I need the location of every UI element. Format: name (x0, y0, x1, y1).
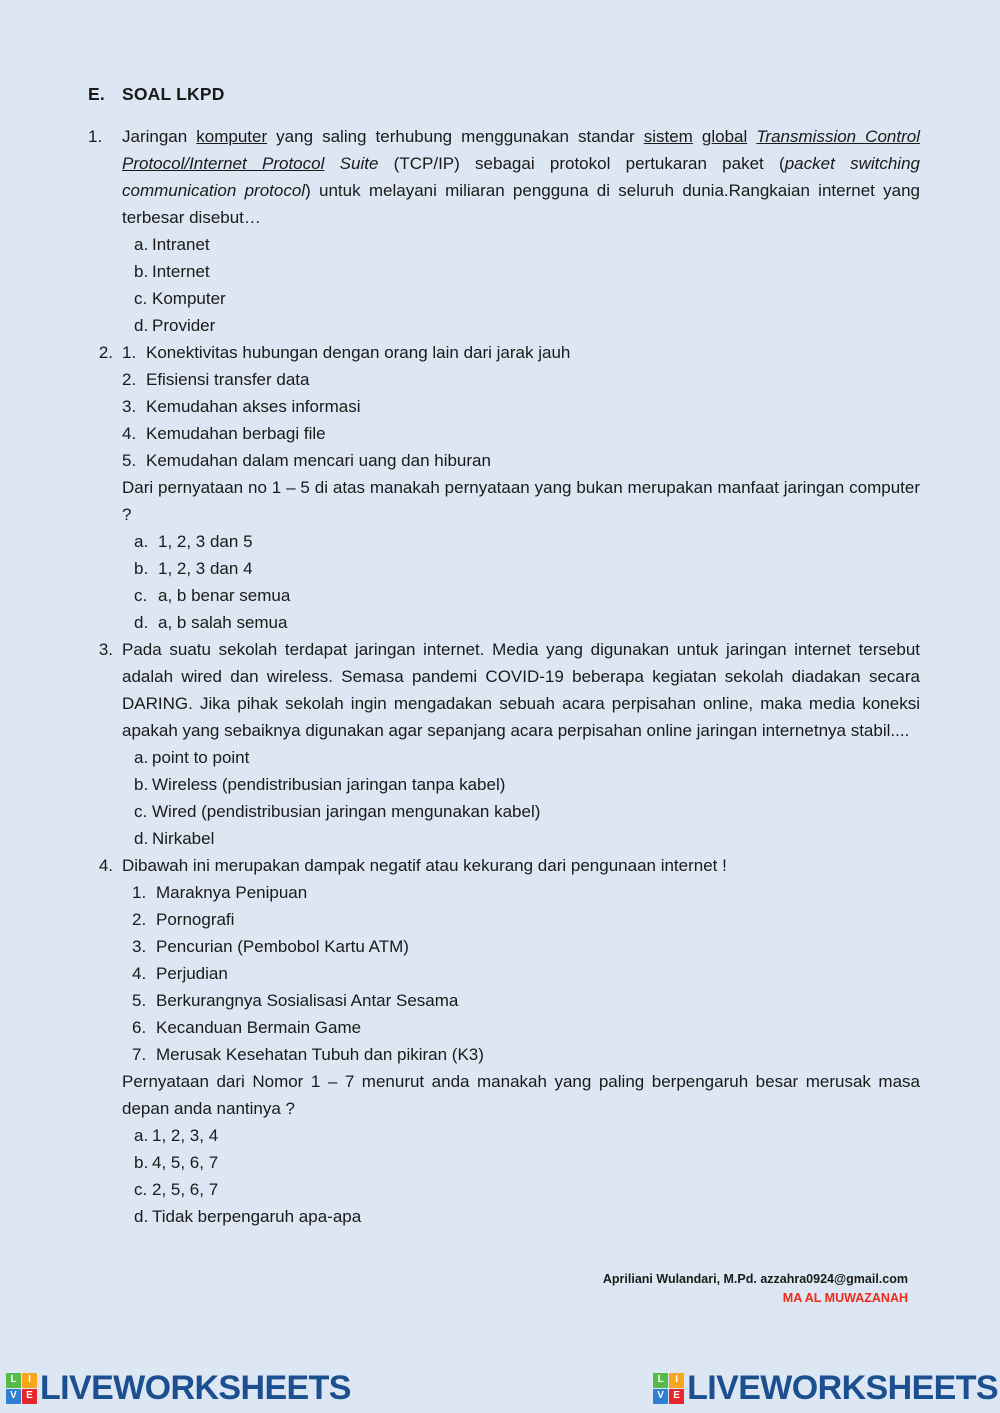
option-4b-text: 4, 5, 6, 7 (152, 1153, 219, 1172)
section-letter: E. (88, 84, 105, 104)
option-1b-text: Internet (152, 262, 210, 281)
question-3-number: 3. (98, 640, 113, 659)
statement-4-1-number: 1. (132, 883, 147, 902)
statement-4-1 (122, 879, 920, 906)
option-2d-text: a, b salah semua (158, 613, 288, 632)
question-3-text: Pada suatu sekolah terdapat jaringan internet. Media yang digunakan untuk jaringan internet tersebut adalah wired dan wireless. Semasa pandemi COVID-19 beberapa kegiatan sekolah diadakan secara DARING. Jika pihak sekolah ingin mengadakan sebuah acara perpisahan online, maka media koneksi apakah yang sebaiknya digunakan agar sepanjang acara perpisahan online jaringan internetnya stabil.... (122, 640, 920, 740)
question-4-statements (122, 879, 920, 1068)
statement-4-7 (122, 1041, 920, 1068)
question-2-prompt: Dari pernyataan no 1 – 5 di atas manakah pernyataan yang bukan merupakan manfaat jaringan computer ? (122, 478, 920, 524)
liveworksheets-badge-icon (6, 1373, 37, 1404)
question-4-prompt: Pernyataan dari Nomor 1 – 7 menurut anda manakah yang paling berpengaruh besar merusak masa depan anda nantinya ? (122, 1072, 920, 1118)
statement-4-4 (122, 960, 920, 987)
badge-letter-i-right: I (669, 1373, 684, 1388)
option-1a[interactable] (122, 231, 920, 258)
option-2d-mark: d. (134, 613, 149, 632)
q1-space (693, 127, 702, 146)
option-3b[interactable] (122, 771, 920, 798)
statement-4-3-text: Pencurian (Pembobol Kartu ATM) (156, 937, 409, 956)
option-3c-mark: c. (134, 802, 148, 821)
option-4c[interactable] (122, 1176, 920, 1203)
statement-2-3 (122, 393, 920, 420)
q1-part-4 (324, 154, 339, 173)
statement-2-1-text: Konektivitas hubungan dengan orang lain dari jarak jauh (146, 343, 571, 362)
liveworksheets-wordmark: LIVEWORKSHEETS (40, 1369, 351, 1407)
option-1a-mark: a. (134, 235, 149, 254)
liveworksheets-badge-icon-right (653, 1373, 684, 1404)
question-1 (88, 123, 920, 339)
option-4a[interactable] (122, 1122, 920, 1149)
liveworksheets-logo-right (653, 1371, 998, 1405)
question-4-text: Dibawah ini merupakan dampak negatif atau kekurang dari pengunaan internet ! (122, 856, 727, 875)
question-2-options (122, 528, 920, 636)
statement-2-2 (122, 366, 920, 393)
option-4b[interactable] (122, 1149, 920, 1176)
question-1-text (122, 123, 920, 231)
option-3a-mark: a. (134, 748, 149, 767)
question-2-number: 2. (98, 343, 113, 362)
statement-4-5-text: Berkurangnya Sosialisasi Antar Sesama (156, 991, 459, 1010)
option-3b-text: Wireless (pendistribusian jaringan tanpa kabel) (152, 775, 506, 794)
statement-4-2-number: 2. (132, 910, 147, 929)
statement-2-4 (122, 420, 920, 447)
q1-part-5: (TCP/IP) sebagai protokol pertukaran paket ( (378, 154, 785, 173)
statement-4-1-text: Maraknya Penipuan (156, 883, 308, 902)
statement-2-1-number: 1. (122, 343, 137, 362)
option-4c-mark: c. (134, 1180, 148, 1199)
school-name: MA AL MUWAZANAH (782, 1291, 908, 1305)
question-3 (88, 636, 920, 852)
option-4a-mark: a. (134, 1126, 149, 1145)
option-4c-text: 2, 5, 6, 7 (152, 1180, 219, 1199)
option-2a[interactable] (122, 528, 920, 555)
question-4-options (122, 1122, 920, 1230)
statement-4-4-number: 4. (132, 964, 147, 983)
statement-2-5-text: Kemudahan dalam mencari uang dan hiburan (146, 451, 491, 470)
option-2b-mark: b. (134, 559, 149, 578)
badge-letter-l-right: L (653, 1373, 668, 1388)
q1-underline-sistem: sistem (643, 127, 693, 146)
badge-letter-v-right: V (653, 1389, 668, 1404)
option-4d-mark: d. (134, 1207, 149, 1226)
statement-4-6-number: 6. (132, 1018, 147, 1037)
q1-underline-komputer: komputer (196, 127, 268, 146)
statement-2-2-number: 2. (122, 370, 137, 389)
author-name-email: Apriliani Wulandari, M.Pd. azzahra0924@gmail.com (602, 1272, 908, 1286)
option-2a-mark: a. (134, 532, 149, 551)
question-4-number: 4. (98, 856, 113, 875)
badge-letter-e: E (22, 1389, 37, 1404)
statement-4-7-number: 7. (132, 1045, 147, 1064)
option-2d[interactable] (122, 609, 920, 636)
statement-2-3-text: Kemudahan akses informasi (146, 397, 361, 416)
option-1a-text: Intranet (152, 235, 210, 254)
statement-2-1 (122, 339, 920, 366)
question-2 (88, 339, 920, 636)
section-title: SOAL LKPD (122, 84, 225, 104)
statement-4-7-text: Merusak Kesehatan Tubuh dan pikiran (K3) (156, 1045, 484, 1064)
statement-4-4-text: Perjudian (156, 964, 228, 983)
statement-2-5 (122, 447, 920, 474)
badge-letter-v: V (6, 1389, 21, 1404)
question-1-options (122, 231, 920, 339)
option-2a-text: 1, 2, 3 dan 5 (158, 532, 253, 551)
statement-2-5-number: 5. (122, 451, 137, 470)
statement-2-4-text: Kemudahan berbagi file (146, 424, 326, 443)
author-credit (603, 1270, 908, 1308)
statement-4-6 (122, 1014, 920, 1041)
question-1-number: 1. (88, 127, 103, 146)
q1-part-2: yang saling terhubung menggunakan standar (267, 127, 644, 146)
q1-part-1: Jaringan (122, 127, 197, 146)
option-1d-text: Provider (152, 316, 216, 335)
liveworksheets-wordmark-right: LIVEWORKSHEETS (687, 1369, 998, 1407)
badge-letter-l: L (6, 1373, 21, 1388)
liveworksheets-logo-left (6, 1371, 351, 1405)
q1-part-3 (747, 127, 756, 146)
option-3d-text: Nirkabel (152, 829, 215, 848)
option-2c[interactable] (122, 582, 920, 609)
statement-4-5 (122, 987, 920, 1014)
option-3a-text: point to point (152, 748, 250, 767)
option-1d-mark: d. (134, 316, 149, 335)
option-1c-text: Komputer (152, 289, 226, 308)
option-1b[interactable] (122, 258, 920, 285)
option-3c[interactable] (122, 798, 920, 825)
statement-4-6-text: Kecanduan Bermain Game (156, 1018, 362, 1037)
option-2b-text: 1, 2, 3 dan 4 (158, 559, 253, 578)
q1-part-6: ) untuk melayani miliaran pengguna di seluruh dunia.Rangkaian internet yang terbesar disebut… (122, 181, 920, 227)
badge-letter-i: I (22, 1373, 37, 1388)
statement-4-3-number: 3. (132, 937, 147, 956)
option-2c-mark: c. (134, 586, 148, 605)
option-3b-mark: b. (134, 775, 149, 794)
statement-2-4-number: 4. (122, 424, 137, 443)
option-3d-mark: d. (134, 829, 149, 848)
question-3-options (122, 744, 920, 852)
statement-4-2 (122, 906, 920, 933)
q1-italic-packet-switching: packet switching communication protocol (122, 154, 920, 200)
question-2-statements (122, 339, 920, 474)
option-3d[interactable] (122, 825, 920, 852)
statement-4-5-number: 5. (132, 991, 147, 1010)
statement-4-3 (122, 933, 920, 960)
q1-italic-underline-tcpip: Transmission Control Protocol/Internet Protocol (122, 127, 920, 173)
option-2b[interactable] (122, 555, 920, 582)
q1-underline-global: global (701, 127, 748, 146)
statement-2-3-number: 3. (122, 397, 137, 416)
option-4d[interactable] (122, 1203, 920, 1230)
option-2c-text: a, b benar semua (158, 586, 291, 605)
option-1b-mark: b. (134, 262, 149, 281)
option-3a[interactable] (122, 744, 920, 771)
option-1c-mark: c. (134, 289, 148, 308)
option-4d-text: Tidak berpengaruh apa-apa (152, 1207, 362, 1226)
option-3c-text: Wired (pendistribusian jaringan mengunakan kabel) (152, 802, 541, 821)
option-4b-mark: b. (134, 1153, 149, 1172)
question-4 (88, 852, 920, 1230)
option-1c[interactable] (122, 285, 920, 312)
option-4a-text: 1, 2, 3, 4 (152, 1126, 219, 1145)
q1-italic-suite: Suite (339, 154, 379, 173)
statement-2-2-text: Efisiensi transfer data (146, 370, 310, 389)
statement-4-2-text: Pornografi (156, 910, 235, 929)
page-title (88, 84, 920, 105)
option-1d[interactable] (122, 312, 920, 339)
badge-letter-e-right: E (669, 1389, 684, 1404)
